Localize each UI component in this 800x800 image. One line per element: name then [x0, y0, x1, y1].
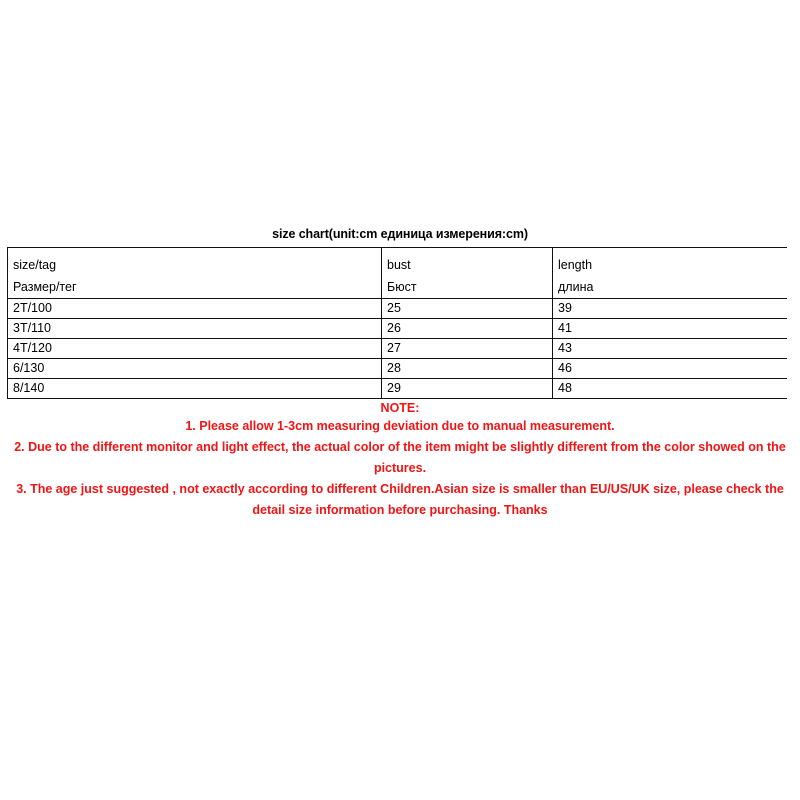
table-row: [8, 339, 787, 359]
note-item-1: 1. Please allow 1-3cm measuring deviation due to manual measurement.: [185, 419, 615, 433]
cell-bust: 28: [382, 359, 553, 379]
notes-heading: NOTE:: [380, 401, 420, 415]
table-row: [8, 299, 787, 319]
cell-length: 48: [553, 379, 787, 399]
cell-size: 3T/110: [8, 319, 382, 339]
cell-bust: 26: [382, 319, 553, 339]
column-header-bust-en: bust: [387, 257, 411, 272]
table-row: [8, 379, 787, 399]
column-header-bust: [382, 248, 553, 299]
size-chart-table: [7, 247, 787, 399]
cell-size: 2T/100: [8, 299, 382, 319]
notes-section: [0, 400, 800, 521]
cell-bust: 25: [382, 299, 553, 319]
table-row: [8, 359, 787, 379]
cell-bust: 27: [382, 339, 553, 359]
cell-size: 6/130: [8, 359, 382, 379]
column-header-length-ru: длина: [558, 279, 594, 294]
table-header: [8, 248, 787, 299]
cell-length: 43: [553, 339, 787, 359]
page-title: size chart(unit:cm единица измерения:cm): [272, 227, 528, 241]
cell-size: 8/140: [8, 379, 382, 399]
column-header-length: [553, 248, 787, 299]
column-header-size-en: size/tag: [13, 257, 57, 272]
cell-size: 4T/120: [8, 339, 382, 359]
column-header-size: [8, 248, 382, 299]
cell-length: 46: [553, 359, 787, 379]
cell-length: 39: [553, 299, 787, 319]
table-body: [8, 299, 787, 399]
column-header-size-ru: Размер/тег: [13, 279, 77, 294]
column-header-length-en: length: [558, 257, 593, 272]
cell-bust: 29: [382, 379, 553, 399]
note-item-2: 2. Due to the different monitor and light effect, the actual color of the item might be slightly different from the color showed on the pictures.: [14, 440, 786, 475]
table-header-row: [8, 248, 787, 299]
column-header-bust-ru: Бюст: [387, 279, 417, 294]
cell-length: 41: [553, 319, 787, 339]
table-row: [8, 319, 787, 339]
note-item-3: 3. The age just suggested , not exactly according to different Children.Asian size is smaller than EU/US/UK size, please check the detail size information before purchasing. Thanks: [16, 482, 784, 517]
